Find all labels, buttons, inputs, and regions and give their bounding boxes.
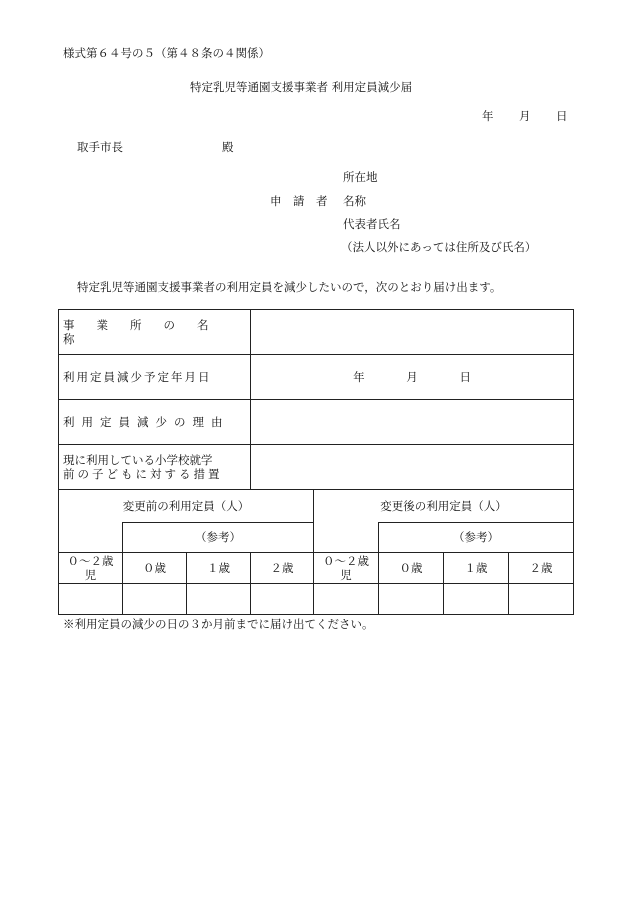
- date-month: 月: [519, 109, 531, 123]
- applicant-name-label: 名称: [343, 194, 366, 208]
- before-age-2-value[interactable]: [251, 584, 314, 615]
- office-name-label-cell: [59, 310, 251, 355]
- form-number: 様式第６４号の５（第４８条の４関係）: [63, 46, 270, 60]
- reason-label: 利用定員減少の理由: [63, 414, 230, 429]
- intro-text: 特定乳児等通園支援事業者の利用定員を減少したいので，次のとおり届け出ます。: [77, 280, 502, 294]
- planned-date-month: 月: [406, 369, 418, 384]
- before-age-0-2-line2: 児: [84, 568, 97, 582]
- before-age-0-header: ０歳: [123, 553, 187, 584]
- planned-date-label-cell: [59, 355, 251, 400]
- applicant-representative-label: 代表者氏名: [343, 217, 401, 231]
- before-age-0-2-value[interactable]: [59, 584, 123, 615]
- date-day: 日: [556, 109, 568, 123]
- planned-date-label: 利用定員減少予定年月日: [63, 369, 212, 384]
- before-reference-label: （参考）: [123, 523, 314, 553]
- before-age-1-value[interactable]: [187, 584, 251, 615]
- measures-field[interactable]: [251, 445, 574, 490]
- after-age-2-value[interactable]: [509, 584, 574, 615]
- after-age-2-header: ２歳: [509, 553, 574, 584]
- after-age-0-2-header: [314, 553, 379, 584]
- office-name-label: 事業所の名称: [63, 317, 231, 346]
- before-reference-spacer: [59, 523, 123, 553]
- date-year: 年: [482, 109, 494, 123]
- after-age-0-header: ０歳: [379, 553, 444, 584]
- addressee-honorific: 殿: [222, 140, 234, 154]
- applicant-heading: 申 請 者: [270, 194, 328, 208]
- addressee-mayor: 取手市長: [77, 140, 123, 154]
- before-age-0-value[interactable]: [123, 584, 187, 615]
- after-age-0-value[interactable]: [379, 584, 444, 615]
- after-capacity-header: 変更後の利用定員（人）: [314, 490, 574, 523]
- applicant-note: （法人以外にあっては住所及び氏名）: [341, 240, 537, 254]
- applicant-location-label: 所在地: [343, 170, 378, 184]
- after-age-1-header: １歳: [444, 553, 509, 584]
- after-reference-spacer: [314, 523, 379, 553]
- before-age-0-2-line1: ０～２歳: [67, 553, 114, 568]
- before-age-1-header: １歳: [187, 553, 251, 584]
- reason-field[interactable]: [251, 400, 574, 445]
- reason-label-cell: [59, 400, 251, 445]
- measures-label-line1: 現に利用している小学校就学: [63, 452, 213, 467]
- application-table: [58, 309, 574, 615]
- planned-date-day: 日: [459, 369, 471, 384]
- after-age-0-2-value[interactable]: [314, 584, 379, 615]
- before-age-0-2-header: [59, 553, 123, 584]
- page-title: 特定乳児等通園支援事業者 利用定員減少届: [190, 80, 413, 94]
- before-capacity-header: 変更前の利用定員（人）: [59, 490, 314, 523]
- after-age-0-2-line2: 児: [340, 568, 352, 582]
- planned-date-year: 年: [353, 369, 365, 384]
- measures-label-cell: [59, 445, 251, 490]
- after-age-0-2-line1: ０～２歳: [323, 553, 369, 568]
- after-reference-label: （参考）: [379, 523, 574, 553]
- before-age-2-header: ２歳: [251, 553, 314, 584]
- office-name-field[interactable]: [251, 310, 574, 355]
- after-age-1-value[interactable]: [444, 584, 509, 615]
- footnote: ※利用定員の減少の日の３か月前までに届け出てください。: [63, 617, 374, 631]
- planned-date-field[interactable]: [251, 355, 574, 400]
- measures-label-line2: 前の子どもに対する措置: [63, 467, 223, 481]
